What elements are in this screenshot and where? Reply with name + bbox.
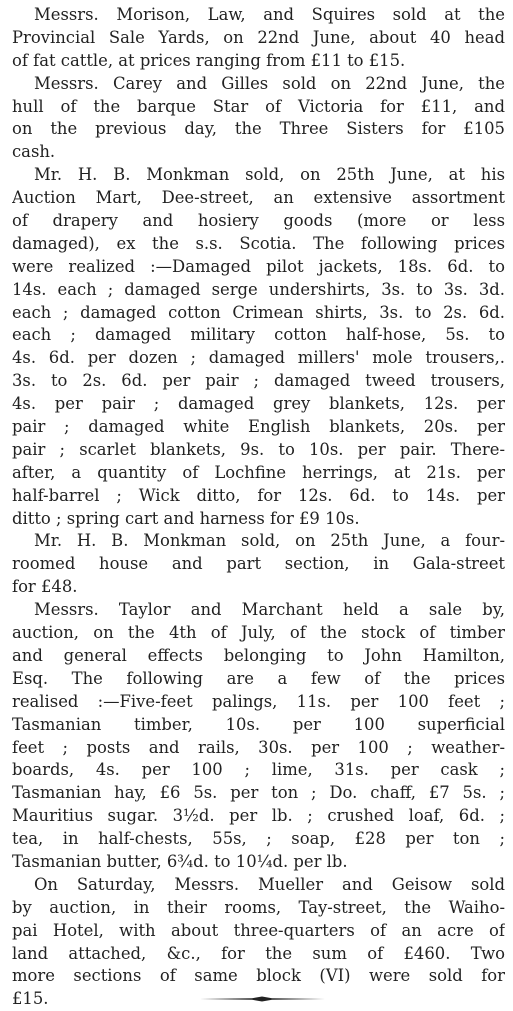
text-line: Messrs. Carey and Gilles sold on 22nd June, the (34, 73, 505, 93)
text-line: after, a quantity of Lochfine herrings, at 21s. per (12, 462, 505, 482)
text-line: Esq. The following are a few of the prices (12, 668, 505, 688)
text-line: pair ; scarlet blankets, 9s. to 10s. per pair. There- (12, 439, 505, 459)
text-line: of drapery and hosiery goods (more or less (12, 211, 505, 231)
text-line: Tasmanian hay, £6 5s. per ton ; Do. chaff, £7 5s. ; (12, 783, 505, 803)
paragraph-cattle-sale (12, 4, 505, 73)
text-line: Tasmanian butter, 6¾d. to 10¼d. per lb. (12, 851, 348, 871)
text-line: Messrs. Taylor and Marchant held a sale by, (34, 600, 505, 620)
text-line: damaged), ex the s.s. Scotia. The following prices (12, 233, 505, 253)
text-line: Auction Mart, Dee-street, an extensive assortment (12, 188, 505, 208)
paragraph-house-sale (12, 530, 505, 599)
text-line: Messrs. Morison, Law, and Squires sold at the (34, 5, 505, 24)
text-line: for £48. (12, 577, 78, 597)
text-line: tea, in half-chests, 55s, ; soap, £28 per ton ; (12, 829, 505, 849)
text-line: Provincial Sale Yards, on 22nd June, about 40 head (12, 27, 505, 47)
text-line: pair ; damaged white English blankets, 20s. per (12, 417, 505, 437)
text-line: auction, on the 4th of July, of the stock of timber (12, 623, 505, 643)
text-line: by auction, in their rooms, Tay-street, the Waiho- (12, 897, 505, 917)
text-line: Mr. H. B. Monkman sold, on 25th June, at his (34, 165, 505, 185)
text-line: 4s. 6d. per dozen ; damaged millers' mole trousers,. (12, 348, 505, 368)
text-line: realised :—Five-feet palings, 11s. per 100 feet ; (12, 691, 505, 711)
text-line: £15. (12, 989, 49, 1009)
text-line: boards, 4s. per 100 ; lime, 31s. per cask ; (12, 760, 505, 780)
text-line: On Saturday, Messrs. Mueller and Geisow sold (34, 874, 505, 894)
text-line: land attached, &c., for the sum of £460. Two (12, 943, 505, 963)
text-line: half-barrel ; Wick ditto, for 12s. 6d. to 14s. per (12, 485, 505, 505)
text-line: each ; damaged cotton Crimean shirts, 3s. to 2s. 6d. (12, 302, 505, 322)
text-line: Mr. H. B. Monkman sold, on 25th June, a four- (34, 531, 505, 551)
text-line: pai Hotel, with about three-quarters of an acre of (12, 920, 505, 940)
text-line: 4s. per pair ; damaged grey blankets, 12s. per (12, 394, 505, 414)
text-line: of fat cattle, at prices ranging from £11 to £15. (12, 50, 406, 70)
paragraph-barque-sale (12, 73, 505, 165)
text-line: Mauritius sugar. 3½d. per lb. ; crushed loaf, 6d. ; (12, 806, 505, 826)
paragraph-timber-sale (12, 599, 505, 874)
text-line: more sections of same block (VI) were sold for (12, 966, 505, 986)
text-line: each ; damaged military cotton half-hose, 5s. to (12, 325, 505, 345)
text-line: hull of the barque Star of Victoria for £11, and (12, 96, 505, 116)
paragraph-drapery-sale (12, 164, 505, 530)
paragraph-hotel-sale (12, 874, 505, 1011)
text-line: 14s. each ; damaged serge undershirts, 3s. to 3s. 3d. (12, 279, 505, 299)
text-line: feet ; posts and rails, 30s. per 100 ; weather- (12, 737, 505, 757)
text-line: 3s. to 2s. 6d. per pair ; damaged tweed trousers, (12, 371, 505, 391)
text-line: and general effects belonging to John Hamilton, (12, 645, 505, 665)
text-line: were realized :—Damaged pilot jackets, 18s. 6d. to (12, 256, 505, 276)
text-line: roomed house and part section, in Gala-street (12, 554, 505, 574)
text-line: cash. (12, 142, 56, 162)
text-line: on the previous day, the Three Sisters for £105 (12, 119, 505, 139)
decorative-rule (200, 995, 325, 1003)
text-line: Tasmanian timber, 10s. per 100 superficial (12, 714, 505, 734)
text-line: ditto ; spring cart and harness for £9 10s. (12, 508, 360, 528)
